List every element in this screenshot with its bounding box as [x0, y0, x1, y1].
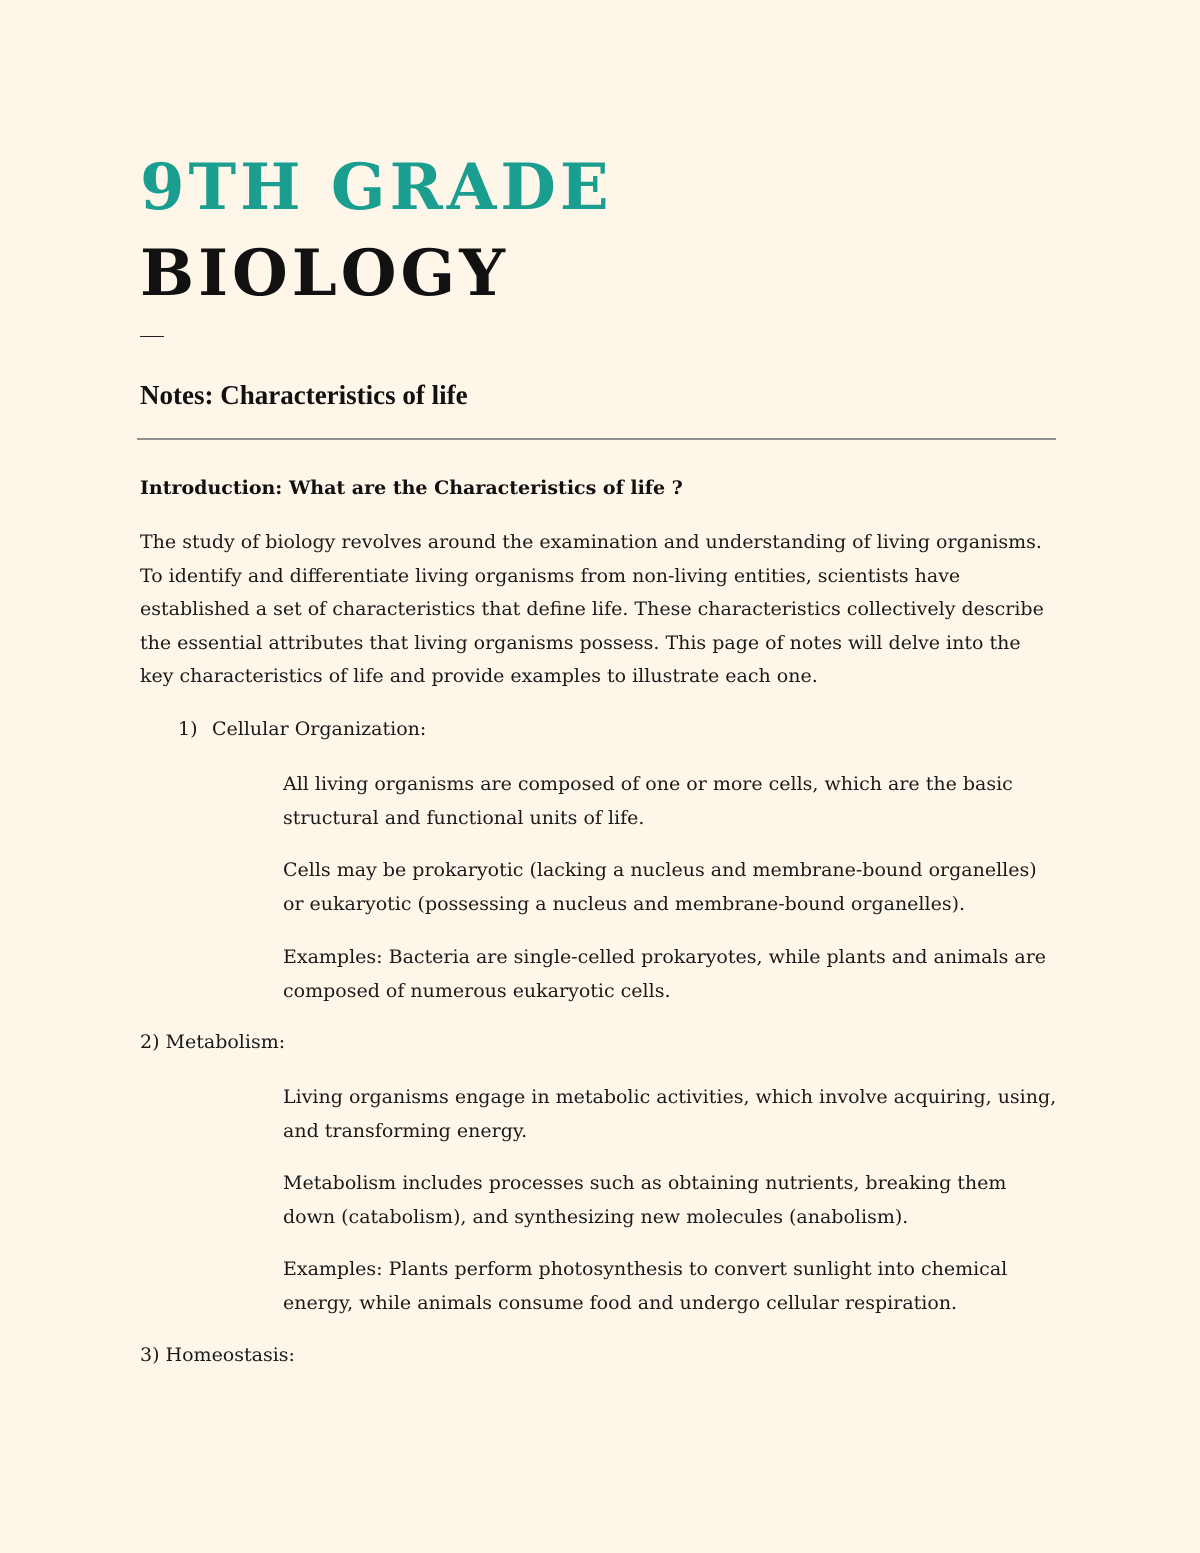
title-grade: 9TH GRADE [140, 150, 613, 225]
section-paragraph: Examples: Bacteria are single-celled prokaryotes, while plants and animals are composed of numerous eukaryotic cells. [283, 946, 1047, 1002]
section-heading-metabolism: 2) Metabolism: [140, 1031, 286, 1053]
section-paragraph: All living organisms are composed of one or more cells, which are the basic structural and functional units of life. [283, 773, 1013, 829]
section-paragraph: Examples: Plants perform photosynthesis to convert sunlight into chemical energy, while animals consume food and undergo cellular respiration. [283, 1258, 1008, 1314]
section-heading-cellular-organization [178, 718, 426, 740]
section-paragraph: Living organisms engage in metabolic activities, which involve acquiring, using, and transforming energy. [283, 1086, 1057, 1142]
section-title: Cellular Organization: [212, 718, 427, 740]
section-heading-homeostasis: 3) Homeostasis: [140, 1344, 295, 1366]
horizontal-rule [137, 438, 1056, 440]
title-subject: BIOLOGY [140, 236, 509, 311]
page-subtitle: Notes: Characteristics of life [140, 380, 468, 410]
section-number: 1) [178, 718, 198, 740]
intro-paragraph: The study of biology revolves around the examination and understanding of living organisms. To identify and differentiate living organisms from non-living entities, scientists have established a set of characteristics that define life. These characteristics collectively describe the essential attributes that living organisms possess. This page of notes will delve into the key characteristics of life and provide examples to illustrate each one. [140, 531, 1044, 688]
section-paragraph: Cells may be prokaryotic (lacking a nucleus and membrane-bound organelles) or eukaryotic (possessing a nucleus and membrane-bound organelles). [283, 859, 1037, 915]
title-dash-divider [140, 336, 164, 337]
section-paragraph: Metabolism includes processes such as obtaining nutrients, breaking them down (catabolism), and synthesizing new molecules (anabolism). [283, 1172, 1007, 1228]
intro-heading: Introduction: What are the Characteristics of life ? [140, 477, 683, 499]
